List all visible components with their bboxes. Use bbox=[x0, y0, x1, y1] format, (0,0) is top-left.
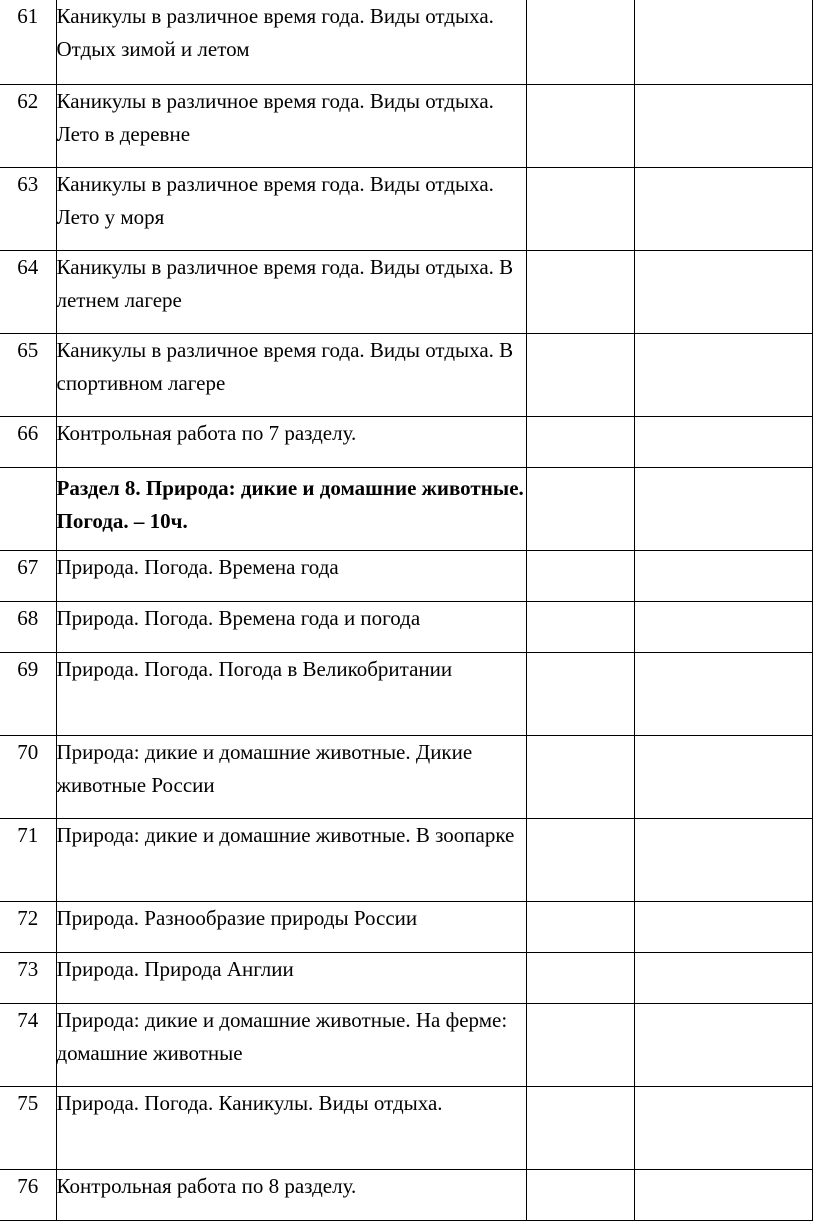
lesson-number: 67 bbox=[0, 550, 56, 601]
lesson-topic: Природа: дикие и домашние животные. На ферме: домашние животные bbox=[56, 1003, 526, 1086]
empty-cell-col4 bbox=[634, 416, 812, 467]
empty-cell-col3 bbox=[526, 818, 634, 901]
lesson-number: 69 bbox=[0, 652, 56, 735]
lesson-number: 61 bbox=[0, 0, 56, 84]
lesson-row bbox=[0, 416, 812, 467]
lesson-number bbox=[0, 467, 56, 550]
lesson-row bbox=[0, 167, 812, 250]
lesson-row bbox=[0, 818, 812, 901]
lesson-number: 65 bbox=[0, 333, 56, 416]
lesson-row bbox=[0, 84, 812, 167]
lesson-row bbox=[0, 901, 812, 952]
empty-cell-col4 bbox=[634, 1169, 812, 1220]
lesson-number: 72 bbox=[0, 901, 56, 952]
lesson-topic: Природа. Погода. Времена года и погода bbox=[56, 601, 526, 652]
lesson-number: 75 bbox=[0, 1086, 56, 1169]
lesson-number: 71 bbox=[0, 818, 56, 901]
lesson-topic: Каникулы в различное время года. Виды отдыха. Лето в деревне bbox=[56, 84, 526, 167]
empty-cell-col3 bbox=[526, 0, 634, 84]
empty-cell-col3 bbox=[526, 601, 634, 652]
lesson-topic: Каникулы в различное время года. Виды отдыха. В летнем лагере bbox=[56, 250, 526, 333]
empty-cell-col4 bbox=[634, 333, 812, 416]
empty-cell-col3 bbox=[526, 652, 634, 735]
lesson-topic: Каникулы в различное время года. Виды отдыха. В спортивном лагере bbox=[56, 333, 526, 416]
empty-cell-col4 bbox=[634, 167, 812, 250]
lesson-topic: Природа: дикие и домашние животные. Дикие животные России bbox=[56, 735, 526, 818]
empty-cell-col4 bbox=[634, 652, 812, 735]
empty-cell-col3 bbox=[526, 333, 634, 416]
empty-cell-col3 bbox=[526, 952, 634, 1003]
lesson-number: 64 bbox=[0, 250, 56, 333]
lesson-row bbox=[0, 601, 812, 652]
empty-cell-col4 bbox=[634, 250, 812, 333]
empty-cell-col3 bbox=[526, 416, 634, 467]
empty-cell-col3 bbox=[526, 550, 634, 601]
empty-cell-col3 bbox=[526, 250, 634, 333]
empty-cell-col3 bbox=[526, 467, 634, 550]
lesson-row bbox=[0, 550, 812, 601]
lesson-topic: Каникулы в различное время года. Виды отдыха. Лето у моря bbox=[56, 167, 526, 250]
empty-cell-col3 bbox=[526, 167, 634, 250]
empty-cell-col4 bbox=[634, 84, 812, 167]
empty-cell-col4 bbox=[634, 0, 812, 84]
empty-cell-col3 bbox=[526, 1086, 634, 1169]
lesson-topic: Контрольная работа по 8 разделу. bbox=[56, 1169, 526, 1220]
empty-cell-col4 bbox=[634, 735, 812, 818]
lesson-number: 73 bbox=[0, 952, 56, 1003]
empty-cell-col4 bbox=[634, 1003, 812, 1086]
empty-cell-col3 bbox=[526, 84, 634, 167]
lesson-topic: Природа. Погода. Времена года bbox=[56, 550, 526, 601]
lesson-row bbox=[0, 0, 812, 84]
section-title: Раздел 8. Природа: дикие и домашние животные. Погода. – 10ч. bbox=[56, 467, 526, 550]
empty-cell-col4 bbox=[634, 1086, 812, 1169]
lesson-row bbox=[0, 250, 812, 333]
lesson-row bbox=[0, 652, 812, 735]
lesson-row bbox=[0, 952, 812, 1003]
empty-cell-col4 bbox=[634, 901, 812, 952]
lesson-topic: Каникулы в различное время года. Виды отдыха. Отдых зимой и летом bbox=[56, 0, 526, 84]
empty-cell-col4 bbox=[634, 818, 812, 901]
lesson-row bbox=[0, 1003, 812, 1086]
empty-cell-col3 bbox=[526, 735, 634, 818]
lesson-topic: Природа. Природа Англии bbox=[56, 952, 526, 1003]
lesson-topic: Природа. Разнообразие природы России bbox=[56, 901, 526, 952]
lesson-row bbox=[0, 333, 812, 416]
lesson-topic: Природа: дикие и домашние животные. В зоопарке bbox=[56, 818, 526, 901]
empty-cell-col4 bbox=[634, 952, 812, 1003]
lesson-topic: Природа. Погода. Погода в Великобритании bbox=[56, 652, 526, 735]
lesson-row bbox=[0, 1169, 812, 1220]
lesson-number: 70 bbox=[0, 735, 56, 818]
empty-cell-col4 bbox=[634, 467, 812, 550]
lesson-number: 76 bbox=[0, 1169, 56, 1220]
empty-cell-col4 bbox=[634, 601, 812, 652]
lesson-number: 68 bbox=[0, 601, 56, 652]
empty-cell-col4 bbox=[634, 550, 812, 601]
lesson-row bbox=[0, 1086, 812, 1169]
lesson-topic: Контрольная работа по 7 разделу. bbox=[56, 416, 526, 467]
empty-cell-col3 bbox=[526, 1003, 634, 1086]
lesson-row bbox=[0, 735, 812, 818]
lesson-topic: Природа. Погода. Каникулы. Виды отдыха. bbox=[56, 1086, 526, 1169]
empty-cell-col3 bbox=[526, 1169, 634, 1220]
section-header-row bbox=[0, 467, 812, 550]
lesson-number: 66 bbox=[0, 416, 56, 467]
empty-cell-col3 bbox=[526, 901, 634, 952]
lesson-number: 63 bbox=[0, 167, 56, 250]
lesson-number: 62 bbox=[0, 84, 56, 167]
lesson-number: 74 bbox=[0, 1003, 56, 1086]
